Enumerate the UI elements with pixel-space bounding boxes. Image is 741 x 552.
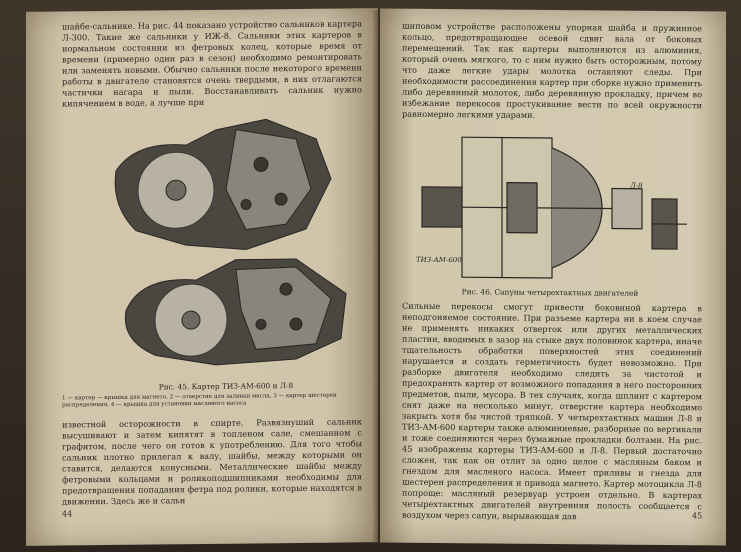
right-page-number: 45 xyxy=(692,511,703,521)
right-figure-caption: Рис. 46. Сапуны четырехтактных двигателей xyxy=(461,287,639,298)
breather-label-l8: Л-8 xyxy=(630,181,643,190)
breather-label-tiz: ТИЗ-АМ-600 xyxy=(416,255,462,265)
breather-figure xyxy=(402,127,702,290)
left-figure-legend: 1 — картер — крышка для магнето, 2 — отверстие для заливки масла, 3 — картер шестерен распределения, 4 — крышка для установки масляного насоса xyxy=(62,392,337,409)
left-page-number: 44 xyxy=(62,509,73,519)
left-text-top: шайбе-сальнике. На рис. 44 показано устройство сальников картера Л-300. Такие же сальники у ИЖ-8. Сальники этих картеров в нормальном состоянии из фетровых колец, которые время от времени (примерно один раз в сезон) необходимо ремонтировать или заменять новыми. Обычно сальники после некоторого времени работы в двигателе становятся очень твердыми, в них отлагаются частички нагара и пыли. Восстанавливать сальник нужно кипячением в воде, а лучше при xyxy=(62,18,362,109)
left-figure-caption: Рис. 45. Картер ТИЗ-АМ-600 и Л-8 xyxy=(158,381,294,392)
right-text-bottom: Сильные перекосы смогут привести боковиной картера в неподгоняемое состояние. При разъеме картера ни в коем случае не применять никаких отверток или других металлических пластин, вводимых в зазор на стыке двух половинок картера, иначе тщательность обработки поверхностей этих соединений нарушается и создать герметичность будет невозможно. При разборке двигателя необходимо следить за чистотой и предохранять картер от возможного попадания в него посторонних предметов, пыли, мусора. В тех случаях, когда шплинт с картером снят даже на несколько минут, отверстие картера необходимо закрыть хотя бы чистой тряпкой. У четырехтактных машин Л-8 и ТИЗ-АМ-600 картеры также алюминиевые, разборные по вертикали и тоже соединяются через бумажные прокладки болтами. На рис. 45 изображены картеры ТИЗ-АМ-600 и Л-8. Первый достаточно сложен, так как он отлит за одно целое с масляным баком и гнездом для масленого насоса. Имеет приливы и гнезда для шестерен распределения и привода магнето. Картер мотоцикла Л-8 попроще: масляный резервуар устроен отдельно. В картерах четырехтактных двигателей внутренняя полость сообщается с воздухом через сапун, вырывающая дав xyxy=(402,300,702,522)
left-text-bottom: известной осторожности в спирте. Развязнуший сальник высушивают и затем кипятят в топленом сале, смешанном с графитом, после чего он готов к употреблению. Для того чтобы сальник плотно прилегал к валу, шайбы, между которыми он ставится, делаются конусными. Металлические шайбы между фетровыми кольцами и роликоподшипниками необходимы для предотвращения попадания фетра под ролики, которые находятся в движении. Здесь же и сальн xyxy=(62,416,362,507)
right-page xyxy=(380,8,726,545)
right-text-top: шиповом устройстве расположены упорная шайба и пружинное кольцо, предотвращающее осевой сдвиг вала от боковых перемещений. Так как картеры выполняются из алюминия, который очень мягкого, то с ним нужно быть осторожным, потому что даже легкие удары молотка оставляют следы. При необходимости рассоединения картер при сборке нужно применить либо деревянный молоток, либо деревянную прокладку, причем во избежание перекосов простукивание вести по всей окружности равномерно легкими ударами. xyxy=(402,20,702,120)
left-page xyxy=(26,8,378,546)
crankcase-figure xyxy=(96,108,356,371)
book-spread xyxy=(26,10,726,544)
